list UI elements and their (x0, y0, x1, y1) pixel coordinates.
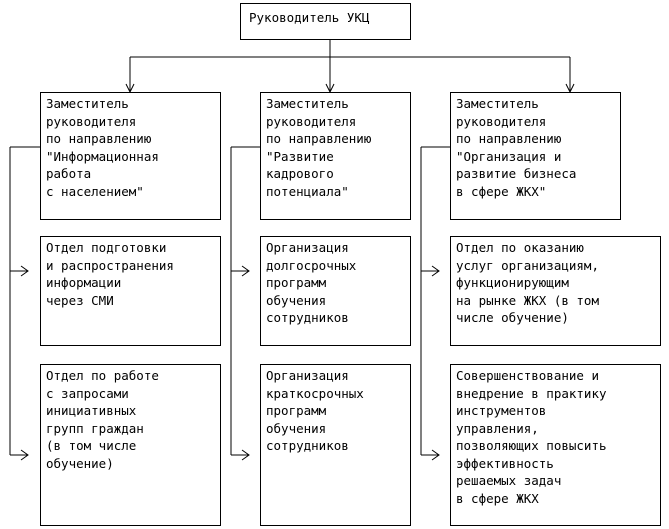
unit-long-term-training-box: Организация долгосрочных программ обучения сотрудников (260, 236, 411, 346)
unit-management-improvement-box: Совершенствование и внедрение в практику инструментов управления, позволяющих повысить эффективность решаемых задач в сфере ЖКХ (450, 364, 661, 526)
head-box: Руководитель УКЦ (240, 3, 411, 40)
unit-services-department-box: Отдел по оказанию услуг организациям, функционирующим на рынке ЖКХ (в том числе обучение) (450, 236, 661, 346)
unit-short-term-training-box: Организация краткосрочных программ обучения сотрудников (260, 364, 411, 526)
deputy-information-box: Заместитель руководителя по направлению "Информационная работа с населением" (40, 92, 221, 220)
unit-citizen-requests-box: Отдел по работе с запросами инициативных групп граждан (в том числе обучение) (40, 364, 221, 526)
unit-media-department-box: Отдел подготовки и распространения информации через СМИ (40, 236, 221, 346)
deputy-personnel-box: Заместитель руководителя по направлению "Развитие кадрового потенциала" (260, 92, 411, 220)
deputy-business-box: Заместитель руководителя по направлению "Организация и развитие бизнеса в сфере ЖКХ" (450, 92, 621, 220)
